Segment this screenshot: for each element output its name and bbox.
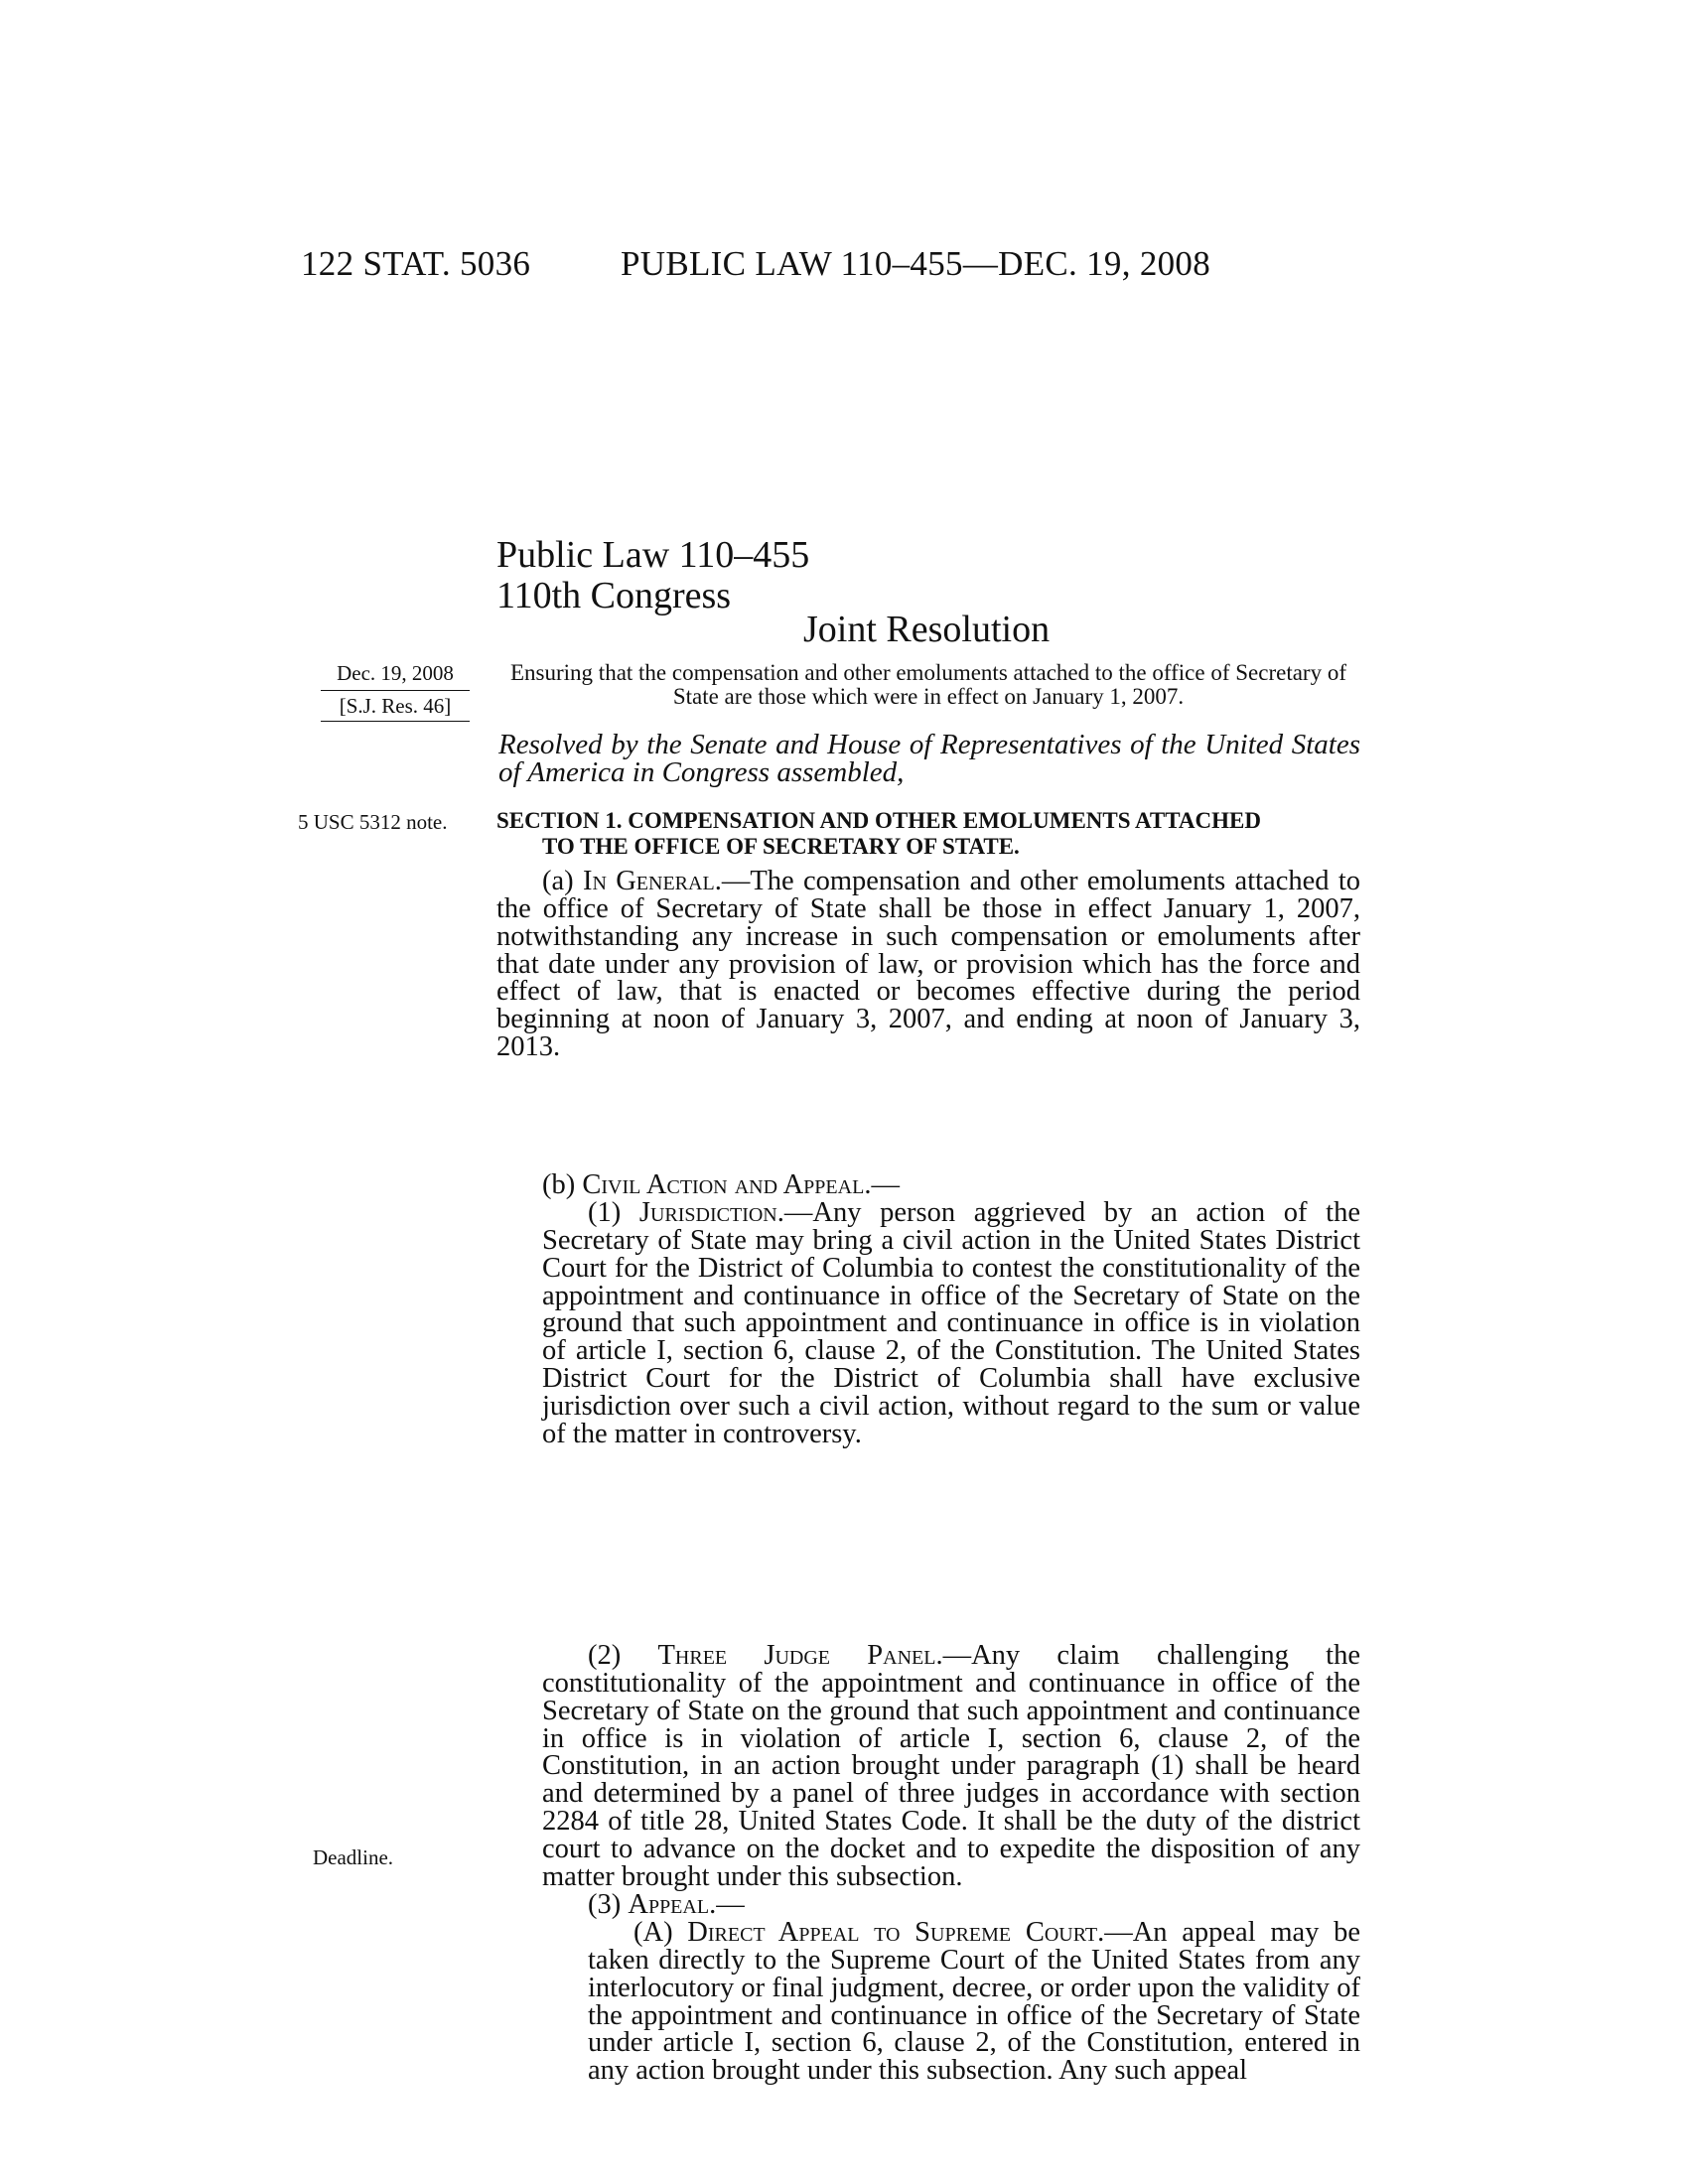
subsection-a-text: .—The compensation and other emoluments attached to the office of Secretary of State shall be those in effect January 1, 2007, notwithstanding any increase in such compensation or emoluments after that date under any provision of law, or provision which has the force and effect of law, that is enacted or becomes effective during the period beginning at noon of January 3, 2007, and ending at noon of January 3, 2013. [496,866,1360,1063]
margin-date-note: Dec. 19, 2008 [337,661,454,685]
subparagraph-b-3-a-text: .—An appeal may be taken directly to the Supreme Court of the United States from any interlocutory or final judgment, decree, or order upon the validity of the appointment and continuance in office of the Secretary of State under article I, section 6, clause 2, of the Constitution, entered in any action brought under this subsection. Any such appeal [588,1917,1360,2087]
subsection-b-suffix: .— [864,1169,900,1200]
subparagraph-b-3-a-marker: (A) [633,1917,688,1948]
section-heading-line-1: SECTION 1. COMPENSATION AND OTHER EMOLUMENTS ATTACHED [496,808,1261,833]
public-law-number: Public Law 110–455 [496,534,810,576]
congress-label: 110th Congress [496,575,732,616]
margin-resolution-note: [S.J. Res. 46] [321,690,470,722]
paragraph-b-1-marker: (1) [588,1197,639,1228]
purpose-statement: Ensuring that the compensation and other emoluments attached to the office of Secretary of State are those which were in effect on January 1, 2007. [510,660,1346,709]
subparagraph-b-3-a-heading: Direct Appeal to Supreme Court [687,1917,1098,1948]
resolving-clause: Resolved by the Senate and House of Representatives of the United States of America in Congress assembled, [498,729,1360,788]
subsection-b-heading-line [542,1171,900,1199]
section-heading [496,808,1360,860]
margin-deadline-note: Deadline. [313,1845,394,1869]
paragraph-b-3-heading-line [588,1891,745,1919]
paragraph-b-1-text: .—Any person aggrieved by an action of the Secretary of State may bring a civil action in the United States District Court for the District of Columbia to contest the constitutionality of the appointment and continuance in office of the Secretary of State on the ground that such appointment and continuance in office is in violation of article I, section 6, clause 2, of the Constitution. The United States District Court for the District of Columbia shall have exclusive jurisdiction over such a civil action, without regard to the sum or value of the matter in controversy. [542,1197,1360,1449]
subparagraph-b-3-a [588,1919,1360,2085]
running-header-title: PUBLIC LAW 110–455—DEC. 19, 2008 [621,244,1211,283]
paragraph-b-2-marker: (2) [588,1640,658,1671]
subsection-b-heading: Civil Action and Appeal [582,1169,865,1200]
section-heading-line-2: TO THE OFFICE OF SECRETARY OF STATE. [542,834,1020,859]
paragraph-b-1 [542,1199,1360,1448]
margin-usc-note: 5 USC 5312 note. [298,810,448,834]
subsection-b-marker: (b) [542,1169,583,1200]
joint-resolution-heading: Joint Resolution [803,609,1051,650]
paragraph-b-2 [542,1642,1360,1891]
paragraph-b-3-heading: Appeal [628,1889,710,1920]
paragraph-b-3-suffix: .— [709,1889,745,1920]
subsection-a-marker: (a) [542,866,583,896]
paragraph-b-1-heading: Jurisdiction [638,1197,777,1228]
paragraph-b-2-text: .—Any claim challenging the constitutionality of the appointment and continuance in office of the Secretary of State on the ground that such appointment and continuance in office is in violation of article I, section 6, clause 2, of the Constitution, in an action brought under paragraph (1) shall be heard and determined by a panel of three judges in accordance with section 2284 of title 28, United States Code. It shall be the duty of the district court to advance on the docket and to expedite the disposition of any matter brought under this subsection. [542,1640,1361,1892]
subsection-a-heading: In General [582,866,715,896]
paragraph-b-3-marker: (3) [588,1889,629,1920]
paragraph-b-2-heading: Three Judge Panel [657,1640,936,1671]
stat-citation: 122 STAT. 5036 [301,244,531,283]
subsection-a [496,868,1360,1061]
